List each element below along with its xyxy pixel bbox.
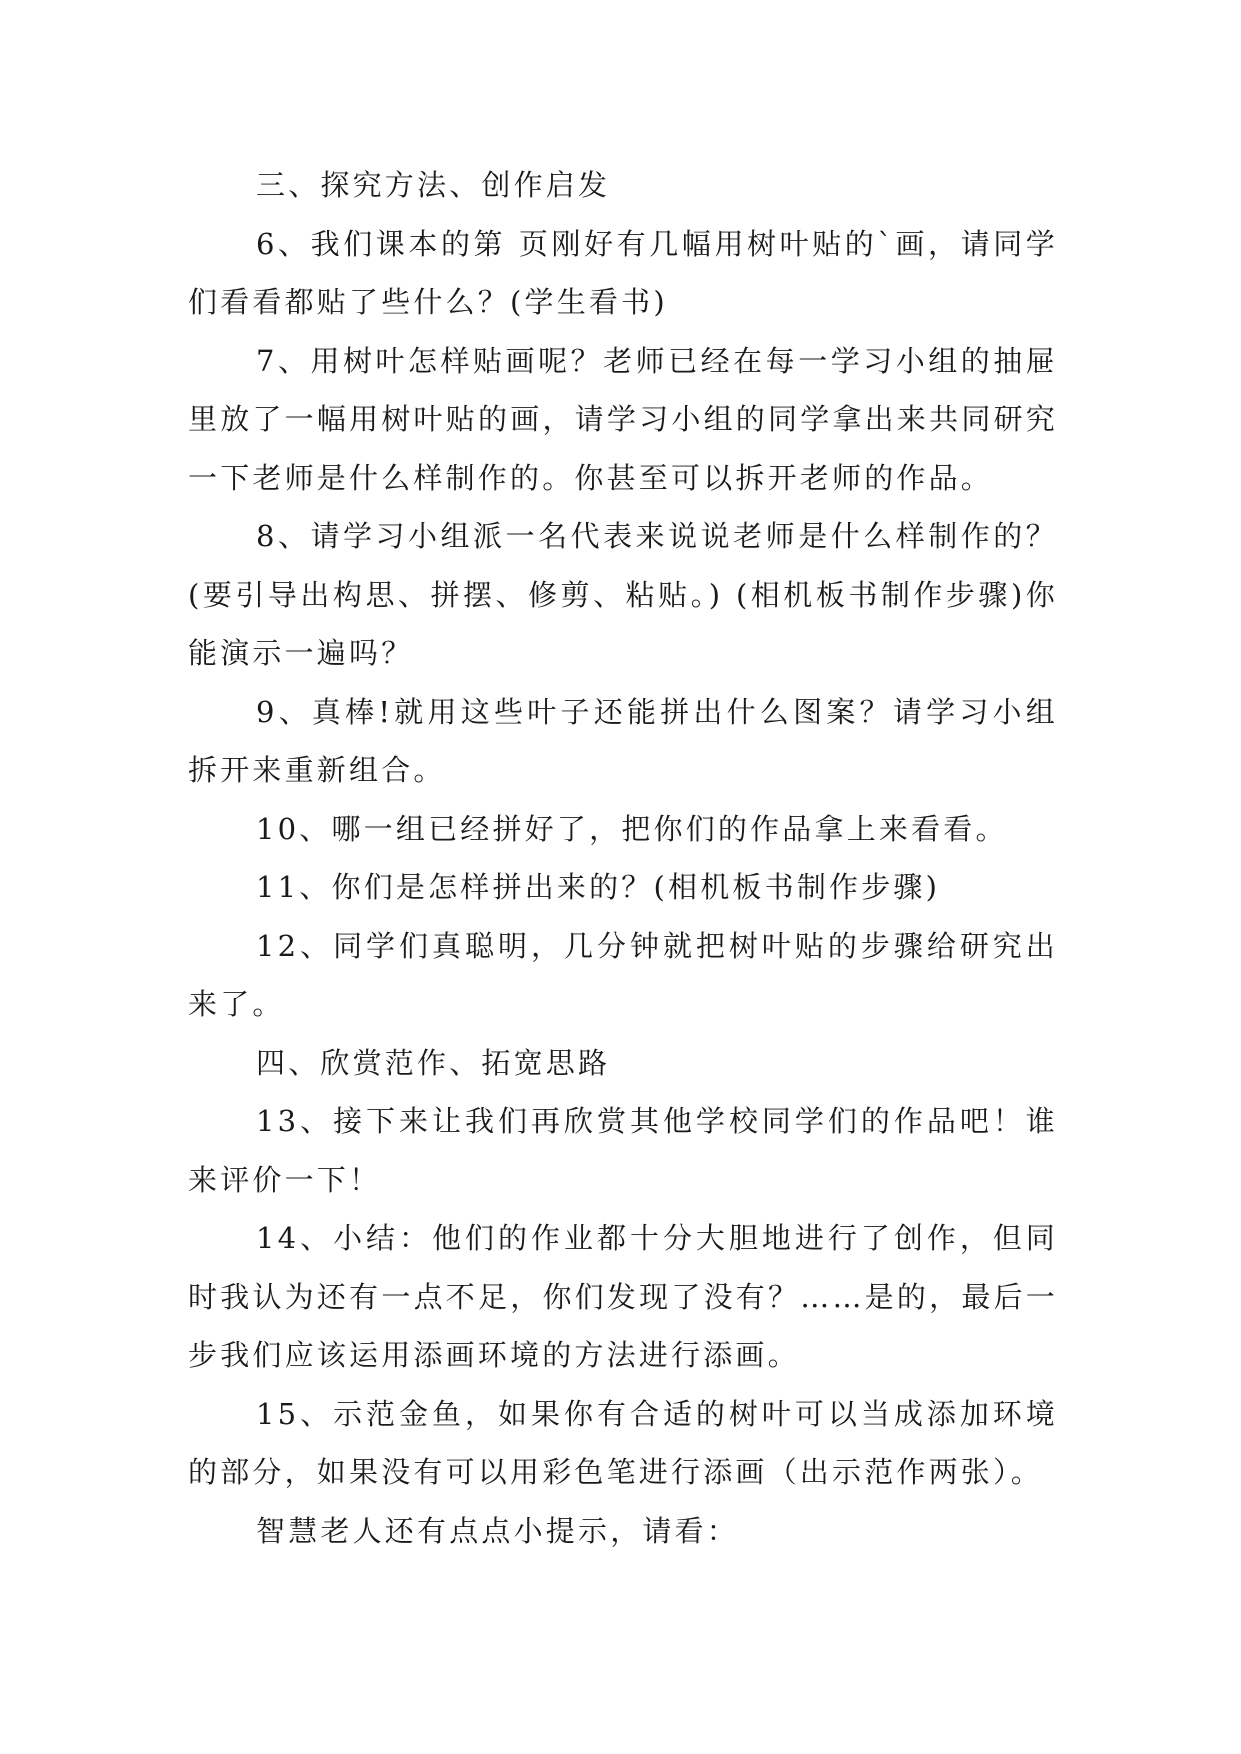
section-heading-4: 四、欣赏范作、拓宽思路	[256, 1045, 611, 1080]
paragraph-8: 8、请学习小组派一名代表来说说老师是什么样制作的？(要引导出构思、拼摆、修剪、粘贴。) (相机板书制作步骤)你能演示一遍吗？	[188, 519, 1058, 670]
paragraph-6: 6、我们课本的第 页刚好有几幅用树叶贴的`画，请同学们看看都贴了些什么？(学生看书)	[188, 226, 1058, 319]
paragraph-13: 13、接下来让我们再欣赏其他学校同学们的作品吧！谁来评价一下！	[188, 1104, 1058, 1197]
paragraph-7: 7、用树叶怎样贴画呢？老师已经在每一学习小组的抽屉里放了一幅用树叶贴的画，请学习小组的同学拿出来共同研究一下老师是什么样制作的。你甚至可以拆开老师的作品。	[188, 343, 1058, 495]
paragraph-11: 11、你们是怎样拼出来的？(相机板书制作步骤)	[256, 870, 941, 904]
document-body	[188, 156, 1058, 1560]
paragraph-closing: 智慧老人还有点点小提示，请看：	[256, 1513, 740, 1548]
paragraph-15: 15、示范金鱼，如果你有合适的树叶可以当成添加环境的部分，如果没有可以用彩色笔进行添画（出示范作两张）。	[188, 1396, 1058, 1489]
paragraph-9: 9、真棒!就用这些叶子还能拼出什么图案？请学习小组拆开来重新组合。	[188, 694, 1058, 787]
paragraph-12: 12、同学们真聪明，几分钟就把树叶贴的步骤给研究出来了。	[188, 928, 1058, 1021]
paragraph-14: 14、小结：他们的作业都十分大胆地进行了创作，但同时我认为还有一点不足，你们发现了没有？……是的，最后一步我们应该运用添画环境的方法进行添画。	[188, 1221, 1058, 1372]
paragraph-10: 10、哪一组已经拼好了，把你们的作品拿上来看看。	[256, 811, 1008, 846]
section-heading-3: 三、探究方法、创作启发	[256, 168, 611, 202]
